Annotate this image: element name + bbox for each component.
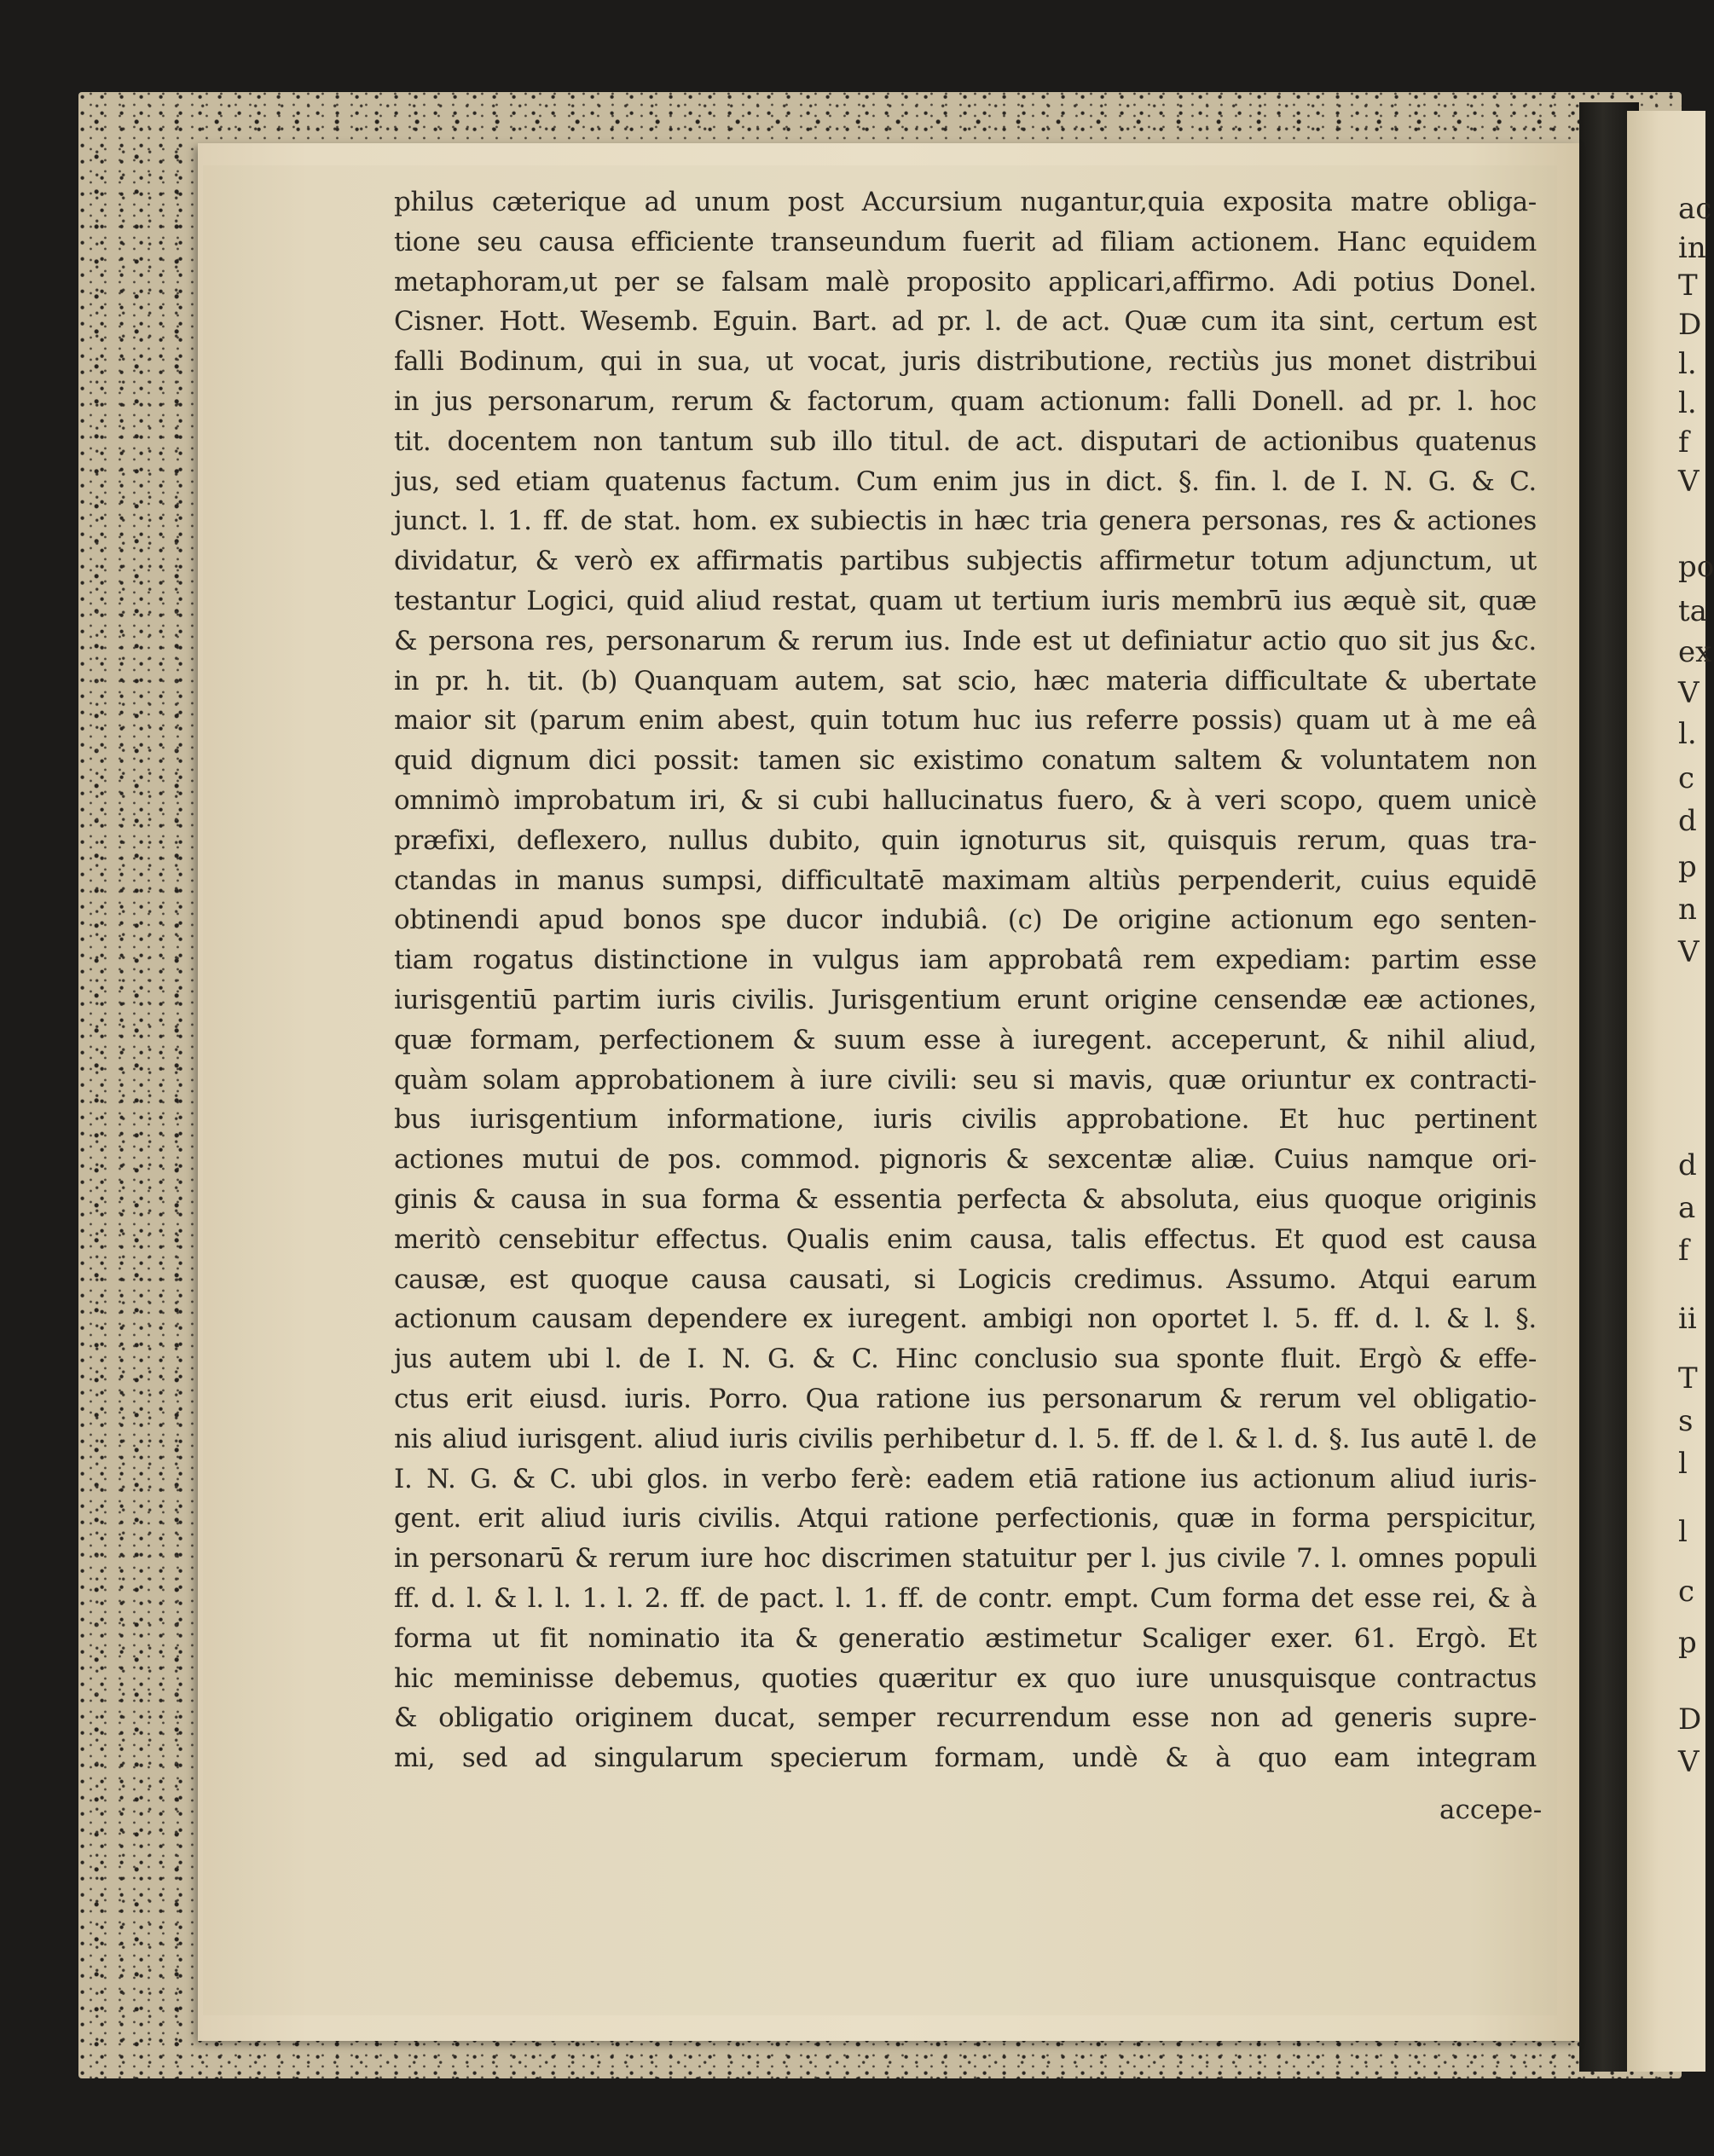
text-line: obtinendi apud bonos spe ducor indubiâ. (c) De origine actionum ego senten- — [394, 905, 1537, 936]
adjacent-page-fragment: c — [1678, 761, 1695, 795]
text-line: I. N. G. & C. ubi glos. in verbo ferè: eadem etiā ratione ius actionum aliud iuris- — [394, 1463, 1537, 1494]
text-line: ff. d. l. & l. l. 1. l. 2. ff. de pact. l. 1. ff. de contr. empt. Cum forma det esse rei, & à — [394, 1583, 1537, 1614]
text-line: nis aliud iurisgent. aliud iuris civilis perhibetur d. l. 5. ff. de l. & l. d. §. Ius autē l. de — [394, 1423, 1537, 1454]
adjacent-page-fragment: ac — [1678, 192, 1712, 226]
catchword: accepe- — [1439, 1795, 1543, 1825]
adjacent-page-fragment: l. — [1678, 717, 1697, 751]
text-line: testantur Logici, quid aliud restat, quam ut tertium iuris membrū ius æquè sit, quæ — [394, 586, 1537, 616]
adjacent-page-fragment: l — [1678, 1515, 1688, 1549]
text-line: metaphoram,ut per se falsam malè proposito applicari,affirmo. Adi potius Donel. — [394, 266, 1537, 298]
adjacent-page-fragment: s — [1678, 1404, 1694, 1438]
text-line: jus autem ubi l. de I. N. G. & C. Hinc conclusio sua sponte fluit. Ergò & effe- — [394, 1344, 1537, 1375]
text-line: iurisgentiū partim iuris civilis. Jurisgentium erunt origine censendæ eæ actiones, — [394, 985, 1537, 1015]
adjacent-page-fragment: p — [1678, 850, 1697, 884]
adjacent-page-fragment: c — [1678, 1575, 1695, 1609]
adjacent-page-fragment: in — [1678, 231, 1706, 265]
text-line: philus cæterique ad unum post Accursium nugantur,quia exposita matre obliga- — [394, 187, 1537, 217]
text-line: in pr. h. tit. (b) Quanquam autem, sat scio, hæc materia difficultate & ubertate — [394, 665, 1537, 697]
adjacent-page-fragment: V — [1678, 465, 1700, 499]
text-line: ginis & causa in sua forma & essentia perfecta & absoluta, eius quoque originis — [394, 1184, 1537, 1215]
text-line: ctus erit eiusd. iuris. Porro. Qua ratione ius personarum & rerum vel obligatio- — [394, 1384, 1537, 1414]
text-line: junct. l. 1. ff. de stat. hom. ex subiectis in hæc tria genera personas, res & actiones — [394, 506, 1537, 537]
text-line: falli Bodinum, qui in sua, ut vocat, juris distributione, rectiùs jus monet distribui — [394, 346, 1537, 378]
text-line: actionum causam dependere ex iuregent. ambigi non oportet l. 5. ff. d. l. & l. §. — [394, 1303, 1537, 1335]
text-line: tione seu causa efficiente transeundum fuerit ad filiam actionem. Hanc equidem — [394, 226, 1537, 257]
adjacent-page-fragment: V — [1678, 1745, 1700, 1779]
text-line: omnimò improbatum iri, & si cubi hallucinatus fuero, & à veri scopo, quem unicè — [394, 785, 1537, 816]
adjacent-page-fragment: p — [1678, 1626, 1697, 1660]
adjacent-page-fragment: d — [1678, 804, 1697, 838]
adjacent-page-fragment: d — [1678, 1148, 1697, 1182]
body-text — [394, 189, 1537, 1826]
adjacent-page-fragment: T — [1678, 1361, 1698, 1396]
adjacent-page-fragment: D — [1678, 308, 1702, 342]
text-line: maior sit (parum enim abest, quin totum huc ius referre possis) quam ut à me eâ — [394, 705, 1537, 737]
text-line: in personarū & rerum iure hoc discrimen statuitur per l. jus civile 7. l. omnes populi — [394, 1543, 1537, 1575]
adjacent-page-fragment: n — [1678, 893, 1697, 927]
text-line: tiam rogatus distinctione in vulgus iam approbatâ rem expediam: partim esse — [394, 945, 1537, 976]
adjacent-page-fragment: l. — [1678, 347, 1697, 381]
adjacent-page-fragment: l. — [1678, 386, 1697, 420]
adjacent-page-fragment: ex — [1678, 635, 1712, 669]
adjacent-page-fragment: f — [1678, 1234, 1689, 1268]
text-line: in jus personarum, rerum & factorum, quam actionum: falli Donell. ad pr. l. hoc — [394, 386, 1537, 417]
text-line: actiones mutui de pos. commod. pignoris & sexcentæ aliæ. Cuius namque ori- — [394, 1144, 1537, 1176]
adjacent-page-fragment: a — [1678, 1191, 1696, 1225]
text-line: jus, sed etiam quatenus factum. Cum enim jus in dict. §. fin. l. de I. N. G. & C. — [394, 465, 1537, 497]
text-line: causæ, est quoque causa causati, si Logicis credimus. Assumo. Atqui earum — [394, 1263, 1537, 1295]
text-line: ctandas in manus sumpsi, difficultatē maximam altiùs perpenderit, cuius equidē — [394, 864, 1537, 896]
adjacent-page-fragment: V — [1678, 935, 1700, 969]
adjacent-page-fragment: D — [1678, 1702, 1702, 1737]
text-line: forma ut fit nominatio ita & generatio æstimetur Scaliger exer. 61. Ergò. Et — [394, 1622, 1537, 1654]
text-line: tit. docentem non tantum sub illo titul. de act. disputari de actionibus quatenus — [394, 425, 1537, 457]
text-line: quàm solam approbationem à iure civili: seu si mavis, quæ oriuntur ex contracti- — [394, 1064, 1537, 1095]
text-line: bus iurisgentium informatione, iuris civilis approbatione. Et huc pertinent — [394, 1104, 1537, 1136]
text-line: quid dignum dici possit: tamen sic existimo conatum saltem & voluntatem non — [394, 745, 1537, 777]
text-line: præfixi, deflexero, nullus dubito, quin ignoturus sit, quisquis rerum, quas tra- — [394, 824, 1537, 856]
adjacent-page-fragment: po — [1678, 550, 1714, 584]
adjacent-page-fragment: ii — [1678, 1302, 1697, 1336]
text-line: & obligatio originem ducat, semper recurrendum esse non ad generis supre- — [394, 1702, 1537, 1734]
text-line: gent. erit aliud iuris civilis. Atqui ratione perfectionis, quæ in forma perspicitur, — [394, 1503, 1537, 1535]
text-line: & persona res, personarum & rerum ius. Inde est ut definiatur actio quo sit jus &c. — [394, 625, 1537, 656]
adjacent-page-fragment: V — [1678, 676, 1700, 710]
adjacent-page-fragment: ta — [1678, 594, 1707, 628]
text-line: Cisner. Hott. Wesemb. Eguin. Bart. ad pr. l. de act. Quæ cum ita sint, certum est — [394, 306, 1537, 338]
text-line: dividatur, & verò ex affirmatis partibus subjectis affirmetur totum adjunctum, ut — [394, 546, 1537, 577]
text-line: quæ formam, perfectionem & suum esse à iuregent. acceperunt, & nihil aliud, — [394, 1024, 1537, 1055]
adjacent-page-fragment: f — [1678, 425, 1689, 460]
text-line: meritò censebitur effectus. Qualis enim causa, talis effectus. Et quod est causa — [394, 1223, 1537, 1255]
adjacent-page-fragment: T — [1678, 269, 1698, 303]
text-line: hic meminisse debemus, quoties quæritur ex quo iure unusquisque contractus — [394, 1662, 1537, 1694]
text-line: mi, sed ad singularum specierum formam, undè & à quo eam integram — [394, 1743, 1537, 1774]
adjacent-page-fragment: l — [1678, 1447, 1688, 1481]
